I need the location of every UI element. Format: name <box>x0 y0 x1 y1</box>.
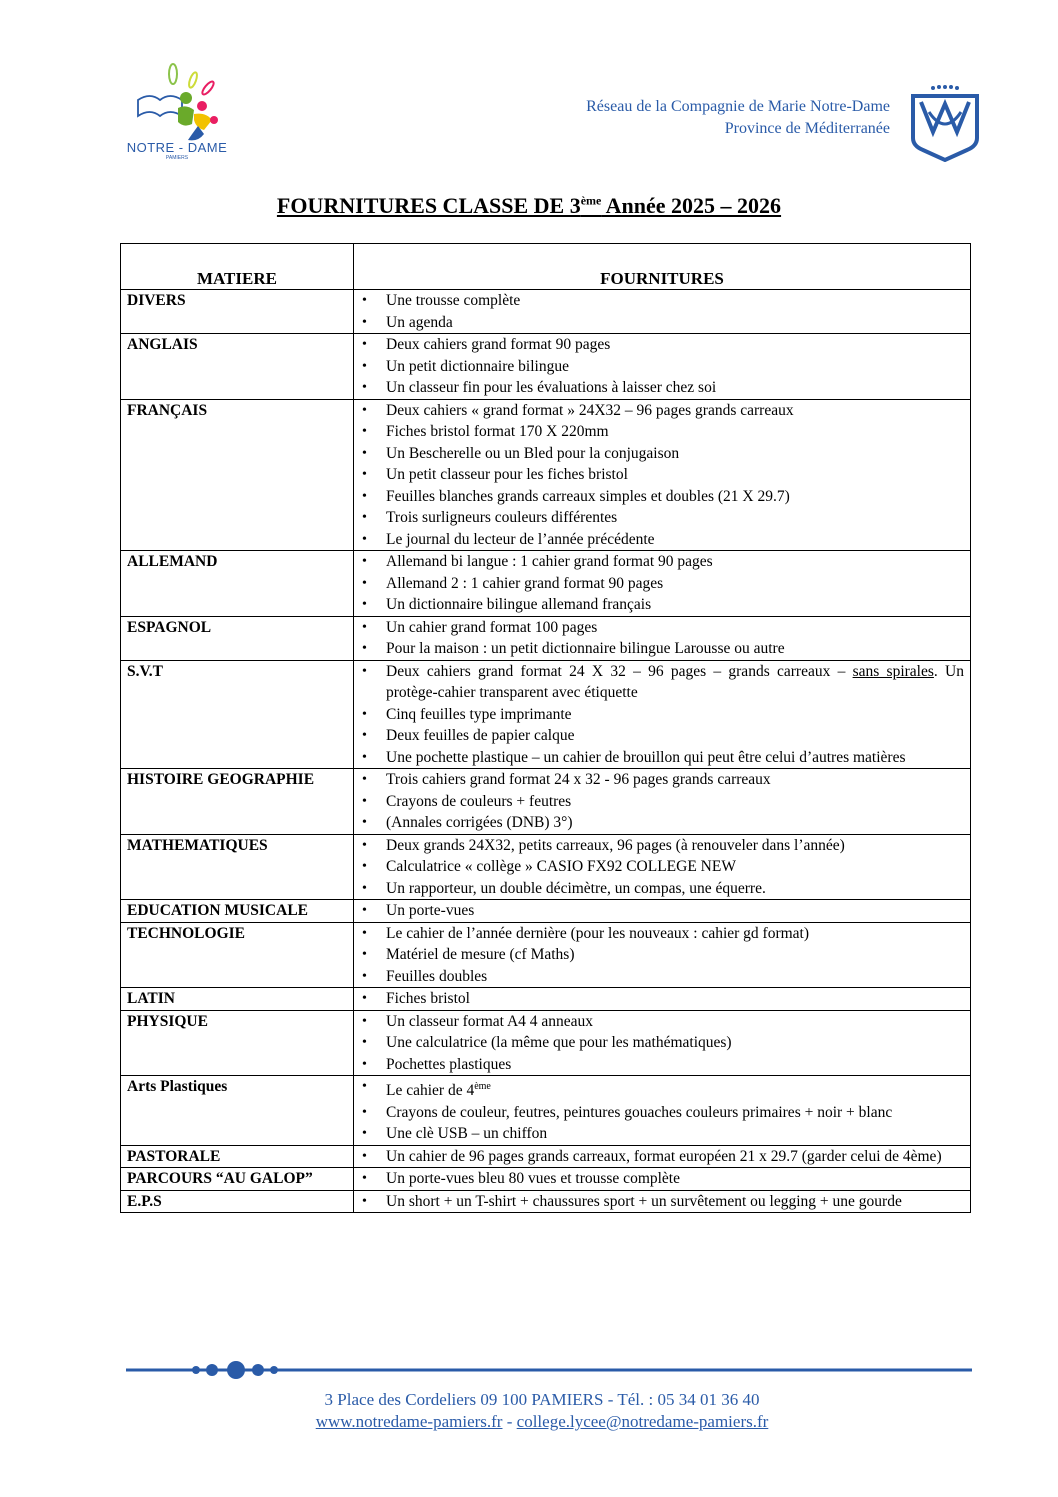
list-item: • Un cahier de 96 pages grands carreaux, format européen 21 x 29.7 (garder celui de 4ème) <box>354 1146 964 1168</box>
table-row <box>121 900 971 923</box>
subject-cell: ESPAGNOL <box>121 616 354 660</box>
subject-cell: PHYSIQUE <box>121 1010 354 1076</box>
list-item: • Matériel de mesure (cf Maths) <box>354 944 964 966</box>
supplies-list <box>354 290 964 333</box>
subject-cell: E.P.S <box>121 1190 354 1213</box>
supplies-cell <box>354 290 971 334</box>
supplies-list <box>354 1168 964 1190</box>
list-item: • Deux feuilles de papier calque <box>354 725 964 747</box>
table-row <box>121 551 971 617</box>
list-item: • Une clè USB – un chiffon <box>354 1123 964 1145</box>
list-item: • Trois surligneurs couleurs différentes <box>354 507 964 529</box>
list-item: • Un dictionnaire bilingue allemand français <box>354 594 964 616</box>
supplies-cell <box>354 551 971 617</box>
table-row <box>121 290 971 334</box>
supplies-list <box>354 400 964 551</box>
supplies-list <box>354 835 964 900</box>
supplies-list <box>354 1076 964 1145</box>
supplies-list <box>354 1191 964 1213</box>
compagnie-de-marie-emblem <box>907 82 983 162</box>
list-item: • Deux cahiers grand format 90 pages <box>354 334 964 356</box>
subject-cell: Arts Plastiques <box>121 1076 354 1146</box>
list-item: • Un classeur format A4 4 anneaux <box>354 1011 964 1033</box>
list-item: • Le cahier de 4ème <box>354 1076 964 1102</box>
column-header-supplies: FOURNITURES <box>354 244 971 290</box>
supplies-list <box>354 617 964 660</box>
subject-cell: MATHEMATIQUES <box>121 834 354 900</box>
list-item: • Cinq feuilles type imprimante <box>354 704 964 726</box>
table-row <box>121 660 971 769</box>
list-item: • Deux cahiers « grand format » 24X32 – 96 pages grands carreaux <box>354 400 964 422</box>
supplies-cell <box>354 922 971 988</box>
supplies-cell <box>354 1168 971 1191</box>
list-item: • Un porte-vues <box>354 900 964 922</box>
list-item: • Calculatrice « collège » CASIO FX92 COLLEGE NEW <box>354 856 964 878</box>
supplies-cell <box>354 616 971 660</box>
list-item: • Un petit dictionnaire bilingue <box>354 356 964 378</box>
supplies-cell <box>354 988 971 1011</box>
list-item: • Deux grands 24X32, petits carreaux, 96 pages (à renouveler dans l’année) <box>354 835 964 857</box>
list-item: • Un Bescherelle ou un Bled pour la conjugaison <box>354 443 964 465</box>
list-item: • Allemand bi langue : 1 cahier grand format 90 pages <box>354 551 964 573</box>
subject-cell: LATIN <box>121 988 354 1011</box>
email-link[interactable]: college.lycee@notredame-pamiers.fr <box>516 1412 769 1431</box>
list-item: • Le journal du lecteur de l’année précédente <box>354 529 964 551</box>
supplies-cell <box>354 900 971 923</box>
table-row <box>121 769 971 835</box>
footer-decorative-line <box>126 1360 972 1380</box>
supplies-list <box>354 334 964 399</box>
list-item: • Un short + un T-shirt + chaussures sport + un survêtement ou legging + une gourde <box>354 1191 964 1213</box>
list-item: • Pochettes plastiques <box>354 1054 964 1076</box>
list-item: • Pour la maison : un petit dictionnaire bilingue Larousse ou autre <box>354 638 964 660</box>
document-title: FOURNITURES CLASSE DE 3ème Année 2025 – 2026 <box>276 193 782 218</box>
network-header <box>586 96 890 140</box>
subject-cell: PARCOURS “AU GALOP” <box>121 1168 354 1191</box>
supplies-cell <box>354 399 971 551</box>
list-item: • Un rapporteur, un double décimètre, un compas, une équerre. <box>354 878 964 900</box>
network-name: Réseau de la Compagnie de Marie Notre-Dame <box>586 98 890 115</box>
list-item: • Fiches bristol <box>354 988 964 1010</box>
list-item: • Une trousse complète <box>354 290 964 312</box>
list-item: • Une pochette plastique – un cahier de brouillon qui peut être celui d’autres matières <box>354 747 964 769</box>
list-item: • Un porte-vues bleu 80 vues et trousse complète <box>354 1168 964 1190</box>
supplies-cell <box>354 1190 971 1213</box>
supplies-cell <box>354 1076 971 1146</box>
supplies-cell <box>354 334 971 400</box>
subject-cell: DIVERS <box>121 290 354 334</box>
supplies-cell <box>354 769 971 835</box>
list-item: • Un petit classeur pour les fiches bristol <box>354 464 964 486</box>
supplies-list <box>354 551 964 616</box>
table-row <box>121 1145 971 1168</box>
table-row <box>121 1076 971 1146</box>
website-link[interactable]: www.notredame-pamiers.fr <box>315 1412 503 1431</box>
list-item: • Feuilles blanches grands carreaux simples et doubles (21 X 29.7) <box>354 486 964 508</box>
list-item: • Feuilles doubles <box>354 966 964 988</box>
supplies-list <box>354 923 964 988</box>
table-row <box>121 1010 971 1076</box>
subject-cell: PASTORALE <box>121 1145 354 1168</box>
supplies-cell <box>354 1145 971 1168</box>
table-row <box>121 399 971 551</box>
list-item: • (Annales corrigées (DNB) 3°) <box>354 812 964 834</box>
table-row <box>121 334 971 400</box>
table-row <box>121 834 971 900</box>
subject-cell: ALLEMAND <box>121 551 354 617</box>
column-header-subject: MATIERE <box>121 244 354 290</box>
footer-address: 3 Place des Cordeliers 09 100 PAMIERS - Tél. : 05 34 01 36 40 <box>324 1390 760 1409</box>
table-row <box>121 922 971 988</box>
footer-contacts: www.notredame-pamiers.fr - college.lycee@notredame-pamiers.fr <box>315 1412 769 1431</box>
table-row <box>121 616 971 660</box>
list-item: • Deux cahiers grand format 24 X 32 – 96 pages – grands carreaux – sans spirales. Un protège-cahier transparent avec étiquette <box>354 661 964 704</box>
logo-city: PAMIERS <box>165 155 189 161</box>
supplies-list <box>354 769 964 834</box>
table-header-row <box>121 244 971 290</box>
list-item: • Trois cahiers grand format 24 x 32 - 96 pages grands carreaux <box>354 769 964 791</box>
supplies-table <box>120 243 971 1213</box>
subject-cell: TECHNOLOGIE <box>121 922 354 988</box>
list-item: • Allemand 2 : 1 cahier grand format 90 pages <box>354 573 964 595</box>
supplies-list <box>354 900 964 922</box>
list-item: • Crayons de couleurs + feutres <box>354 791 964 813</box>
table-row <box>121 988 971 1011</box>
logo-school-name: NOTRE - DAME <box>126 140 228 155</box>
list-item: • Un cahier grand format 100 pages <box>354 617 964 639</box>
province-name: Province de Méditerranée <box>724 120 890 137</box>
table-row <box>121 1168 971 1191</box>
subject-cell: S.V.T <box>121 660 354 769</box>
supplies-list <box>354 1146 964 1168</box>
table-row <box>121 1190 971 1213</box>
subject-cell: FRANÇAIS <box>121 399 354 551</box>
supplies-list <box>354 988 964 1010</box>
list-item: • Fiches bristol format 170 X 220mm <box>354 421 964 443</box>
list-item: • Crayons de couleur, feutres, peintures gouaches couleurs primaires + noir + blanc <box>354 1102 964 1124</box>
list-item: • Un agenda <box>354 312 964 334</box>
subject-cell: HISTOIRE GEOGRAPHIE <box>121 769 354 835</box>
supplies-cell <box>354 660 971 769</box>
supplies-cell <box>354 834 971 900</box>
subject-cell: EDUCATION MUSICALE <box>121 900 354 923</box>
supplies-list <box>354 661 964 769</box>
list-item: • Un classeur fin pour les évaluations à laisser chez soi <box>354 377 964 399</box>
list-item: • Le cahier de l’année dernière (pour les nouveaux : cahier gd format) <box>354 923 964 945</box>
supplies-list <box>354 1011 964 1076</box>
supplies-cell <box>354 1010 971 1076</box>
subject-cell: ANGLAIS <box>121 334 354 400</box>
list-item: • Une calculatrice (la même que pour les mathématiques) <box>354 1032 964 1054</box>
